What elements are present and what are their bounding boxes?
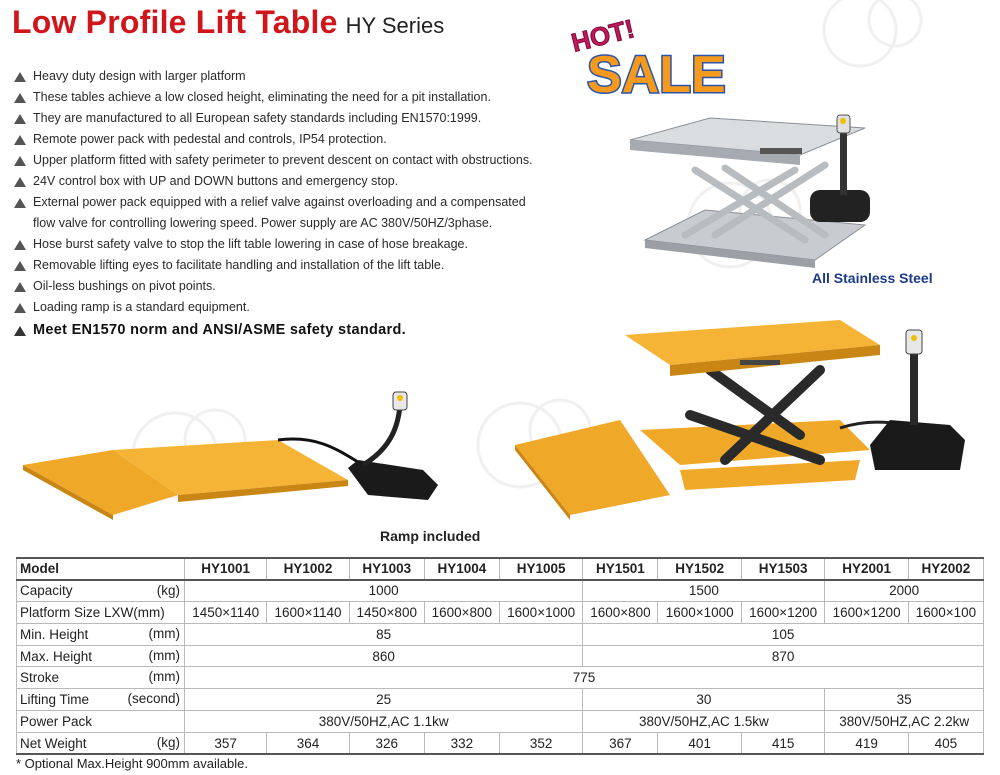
table-cell: 1450×800 xyxy=(349,602,424,624)
badge-sale-text: SALE xyxy=(587,46,726,102)
table-cell: 1600×800 xyxy=(424,602,499,624)
triangle-bullet-icon xyxy=(14,72,26,82)
triangle-bullet-icon xyxy=(14,135,26,145)
table-cell: 326 xyxy=(349,732,424,754)
table-cell: 367 xyxy=(583,732,658,754)
column-header-model-id: HY1005 xyxy=(499,558,582,580)
table-cell: 860 xyxy=(185,645,583,667)
triangle-bullet-icon xyxy=(14,93,26,103)
triangle-bullet-icon xyxy=(14,240,26,250)
table-cell: 357 xyxy=(185,732,267,754)
table-cell: 405 xyxy=(908,732,983,754)
table-cell: 419 xyxy=(825,732,908,754)
feature-list xyxy=(14,66,574,341)
column-header-model-id: HY1501 xyxy=(583,558,658,580)
table-cell: 352 xyxy=(499,732,582,754)
feature-item-standard: Meet EN1570 norm and ANSI/ASME safety standard. xyxy=(14,320,574,341)
column-header-model-id: HY2001 xyxy=(825,558,908,580)
triangle-bullet-icon xyxy=(14,282,26,292)
table-row-stroke xyxy=(17,667,984,689)
triangle-bullet-icon xyxy=(14,198,26,208)
spec-table xyxy=(16,557,984,755)
table-row-max-height xyxy=(17,645,984,667)
table-cell: 332 xyxy=(424,732,499,754)
table-cell: 401 xyxy=(658,732,741,754)
row-unit: (mm) xyxy=(148,647,180,663)
row-label: Net Weight xyxy=(20,735,87,751)
triangle-bullet-icon xyxy=(14,156,26,166)
column-header-model-id: HY1004 xyxy=(424,558,499,580)
row-label: Power Pack xyxy=(17,711,185,733)
feature-item: External power pack equipped with a relief valve against overloading and a compensated flow valve for controlling lowering speed. Power supply are AC 380V/50HZ/3phase. xyxy=(14,192,574,234)
ramp-platform-image xyxy=(18,390,448,530)
triangle-bullet-icon xyxy=(14,261,26,271)
table-cell: 1450×1140 xyxy=(185,602,267,624)
table-cell: 380V/50HZ,AC 1.5kw xyxy=(583,711,825,733)
row-label: Lifting Time xyxy=(20,692,90,708)
table-cell: 30 xyxy=(583,689,825,711)
table-header-row xyxy=(17,558,984,580)
badge-hot-text: HOT! xyxy=(568,13,638,58)
column-header-model-id: HY1503 xyxy=(741,558,824,580)
column-header-model: Model xyxy=(17,558,185,580)
feature-item: Hose burst safety valve to stop the lift table lowering in case of hose breakage. xyxy=(14,234,574,255)
table-cell: 380V/50HZ,AC 2.2kw xyxy=(825,711,984,733)
table-cell: 25 xyxy=(185,689,583,711)
table-cell: 1600×1140 xyxy=(267,602,349,624)
table-cell: 415 xyxy=(741,732,824,754)
table-cell: 870 xyxy=(583,645,984,667)
table-cell: 364 xyxy=(267,732,349,754)
table-cell: 1600×1000 xyxy=(658,602,741,624)
footnote: * Optional Max.Height 900mm available. xyxy=(16,756,248,771)
caption-ramp-included: Ramp included xyxy=(380,528,481,544)
feature-item: 24V control box with UP and DOWN buttons and emergency stop. xyxy=(14,171,574,192)
hot-sale-badge xyxy=(565,10,740,102)
table-row-power-pack xyxy=(17,711,984,733)
table-cell: 380V/50HZ,AC 1.1kw xyxy=(185,711,583,733)
table-cell: 1600×1000 xyxy=(499,602,582,624)
table-cell: 775 xyxy=(185,667,984,689)
column-header-model-id: HY1002 xyxy=(267,558,349,580)
page-title xyxy=(12,4,444,41)
row-label: Stroke xyxy=(20,670,60,686)
row-unit: (mm) xyxy=(148,669,180,685)
feature-item: Oil-less bushings on pivot points. xyxy=(14,276,574,297)
row-label: Max. Height xyxy=(20,648,93,664)
feature-item: Heavy duty design with larger platform xyxy=(14,66,574,87)
column-header-model-id: HY1003 xyxy=(349,558,424,580)
caption-stainless-steel: All Stainless Steel xyxy=(812,270,933,286)
table-cell: 1600×1200 xyxy=(825,602,908,624)
table-row-lifting-time xyxy=(17,689,984,711)
row-label: Capacity xyxy=(20,583,73,599)
table-row-net-weight xyxy=(17,732,984,754)
feature-item: Loading ramp is a standard equipment. xyxy=(14,297,574,318)
row-unit: (second) xyxy=(127,691,180,707)
row-unit: (kg) xyxy=(156,734,180,750)
triangle-bullet-icon xyxy=(14,303,26,313)
table-cell: 1600×1200 xyxy=(741,602,824,624)
feature-item: Removable lifting eyes to facilitate handling and installation of the lift table. xyxy=(14,255,574,276)
row-label: Min. Height xyxy=(20,626,89,642)
table-row-platform-size xyxy=(17,602,984,624)
table-cell: 2000 xyxy=(825,580,984,602)
table-cell: 1600×100 xyxy=(908,602,983,624)
table-cell: 1000 xyxy=(185,580,583,602)
triangle-bullet-icon xyxy=(14,326,26,336)
row-label: Platform Size LXW(mm) xyxy=(17,602,185,624)
table-cell: 105 xyxy=(583,623,984,645)
row-unit: (mm) xyxy=(148,625,180,641)
table-cell: 85 xyxy=(185,623,583,645)
table-cell: 1600×800 xyxy=(583,602,658,624)
feature-item: Remote power pack with pedestal and controls, IP54 protection. xyxy=(14,129,574,150)
feature-item: They are manufactured to all European safety standards including EN1570:1999. xyxy=(14,108,574,129)
triangle-bullet-icon xyxy=(14,114,26,124)
feature-item-continuation: flow valve for controlling lowering speed. Power supply are AC 380V/50HZ/3phase. xyxy=(33,216,493,230)
column-header-model-id: HY1001 xyxy=(185,558,267,580)
feature-item: These tables achieve a low closed height, eliminating the need for a pit installation. xyxy=(14,87,574,108)
table-cell: 1500 xyxy=(583,580,825,602)
title-main: Low Profile Lift Table xyxy=(12,4,338,40)
table-row-capacity xyxy=(17,580,984,602)
column-header-model-id: HY2002 xyxy=(908,558,983,580)
table-cell: 35 xyxy=(825,689,984,711)
table-row-min-height xyxy=(17,623,984,645)
row-unit: (kg) xyxy=(156,582,180,598)
triangle-bullet-icon xyxy=(14,177,26,187)
stainless-lift-table-image xyxy=(625,110,885,290)
lift-table-with-ramp-image xyxy=(510,310,980,520)
column-header-model-id: HY1502 xyxy=(658,558,741,580)
feature-item: Upper platform fitted with safety perimeter to prevent descent on contact with obstructions. xyxy=(14,150,574,171)
title-series: HY Series xyxy=(345,13,445,38)
